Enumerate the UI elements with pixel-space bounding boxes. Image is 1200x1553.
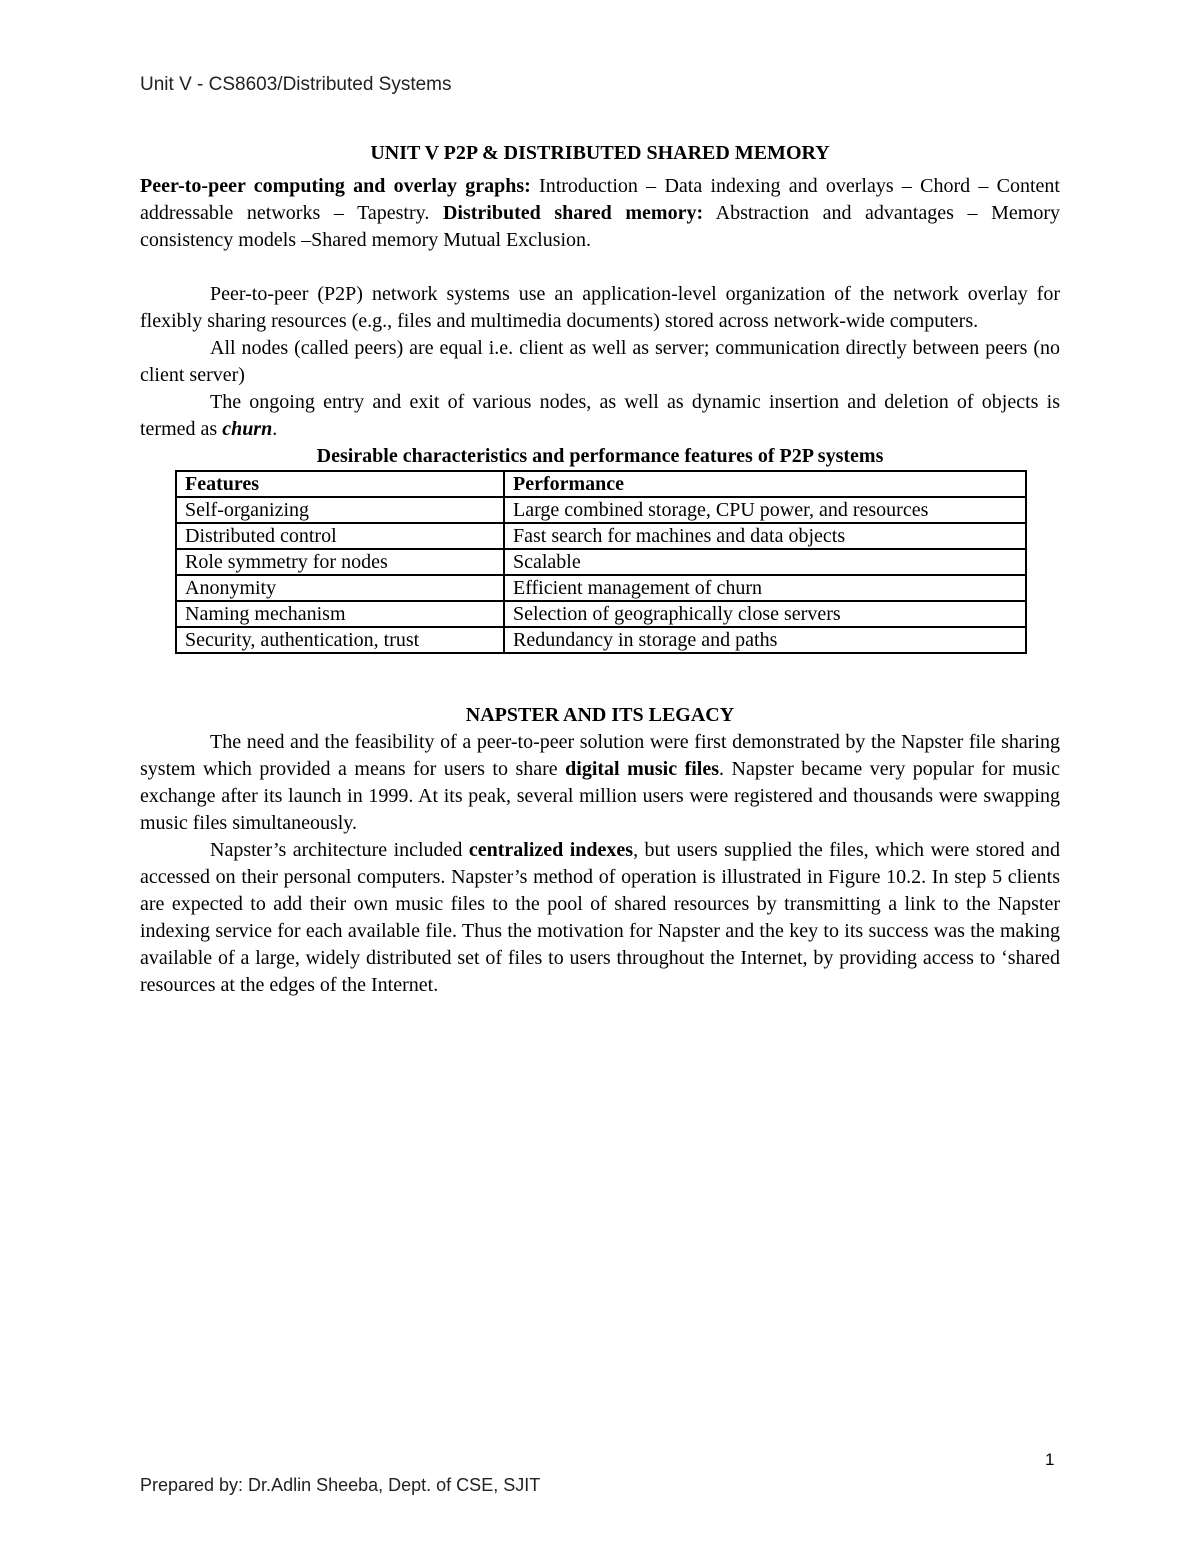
performance-cell: Large combined storage, CPU power, and resources — [504, 497, 1026, 523]
napster-paragraph-2: Napster’s architecture included centralized indexes, but users supplied the files, which were stored and accessed on their personal computers. Napster’s method of operation is illustrated in Figure 10.2. In step 5 clients are expected to add their own music files to the pool of shared resources by transmitting a link to the Napster indexing service for each available file. Thus the motivation for Napster and the key to its success was the making available of a large, widely distributed set of files to users throughout the Internet, by providing access to ‘shared resources at the edges of the Internet. — [140, 839, 1060, 996]
intro-paragraph-3: The ongoing entry and exit of various nodes, as well as dynamic insertion and deletion of objects is termed as churn. — [140, 391, 1060, 440]
document-body — [140, 140, 1060, 999]
syllabus-topic-2: Distributed shared memory: — [442, 202, 704, 224]
table-row — [176, 627, 1026, 653]
performance-cell: Scalable — [504, 549, 1026, 575]
performance-cell: Fast search for machines and data objects — [504, 523, 1026, 549]
page-header: Unit V - CS8603/Distributed Systems — [140, 74, 452, 95]
syllabus-paragraph — [140, 173, 1060, 254]
unit-title: UNIT V P2P & DISTRIBUTED SHARED MEMORY — [370, 142, 830, 164]
performance-cell: Efficient management of churn — [504, 575, 1026, 601]
syllabus-topic-1: Peer-to-peer computing and overlay graphs: — [140, 175, 531, 197]
table-row — [176, 523, 1026, 549]
intro-paragraph-1: Peer-to-peer (P2P) network systems use an application-level organization of the network overlay for flexibly sharing resources (e.g., files and multimedia documents) stored across network-wide computers. — [140, 283, 1060, 332]
page-footer: Prepared by: Dr.Adlin Sheeba, Dept. of CSE, SJIT — [140, 1475, 541, 1495]
feature-cell: Security, authentication, trust — [176, 627, 504, 653]
performance-cell: Redundancy in storage and paths — [504, 627, 1026, 653]
intro-paragraph-2: All nodes (called peers) are equal i.e. client as well as server; communication directly between peers (no client server) — [140, 337, 1060, 386]
syllabus-topic-1-text: Introduction – Data indexing and overlays – Chord – Content addressable networks – Tapestry. — [140, 175, 1060, 224]
syllabus-topic-2-text: Abstraction and advantages – Memory consistency models –Shared memory Mutual Exclusion. — [140, 202, 1060, 251]
napster-paragraph-1: The need and the feasibility of a peer-to-peer solution were first demonstrated by the Napster file sharing system which provided a means for users to share digital music files. Napster became very popular for music exchange after its launch in 1999. At its peak, several million users were registered and thousands were swapping music files simultaneously. — [140, 731, 1060, 834]
table-row — [176, 575, 1026, 601]
feature-cell: Anonymity — [176, 575, 504, 601]
table-caption: Desirable characteristics and performance features of P2P systems — [316, 445, 884, 467]
feature-cell: Naming mechanism — [176, 601, 504, 627]
column-header-performance: Performance — [504, 471, 1026, 497]
digital-music-files-term: digital music files — [565, 758, 720, 780]
feature-cell: Self-organizing — [176, 497, 504, 523]
table-row — [176, 497, 1026, 523]
table-row — [176, 549, 1026, 575]
centralized-indexes-term: centralized indexes — [468, 839, 634, 861]
column-header-features: Features — [176, 471, 504, 497]
feature-cell: Role symmetry for nodes — [176, 549, 504, 575]
churn-text: The ongoing entry and exit of various nodes, as well as dynamic insertion and deletion of objects is termed as — [140, 391, 1060, 440]
table-row — [176, 601, 1026, 627]
performance-cell: Selection of geographically close servers — [504, 601, 1026, 627]
feature-cell: Distributed control — [176, 523, 504, 549]
napster-section-title: NAPSTER AND ITS LEGACY — [465, 704, 735, 726]
table-header-row — [176, 471, 1026, 497]
churn-term: churn — [222, 418, 273, 440]
p2p-features-table — [175, 470, 1027, 654]
page-number: 1 — [1045, 1450, 1055, 1469]
